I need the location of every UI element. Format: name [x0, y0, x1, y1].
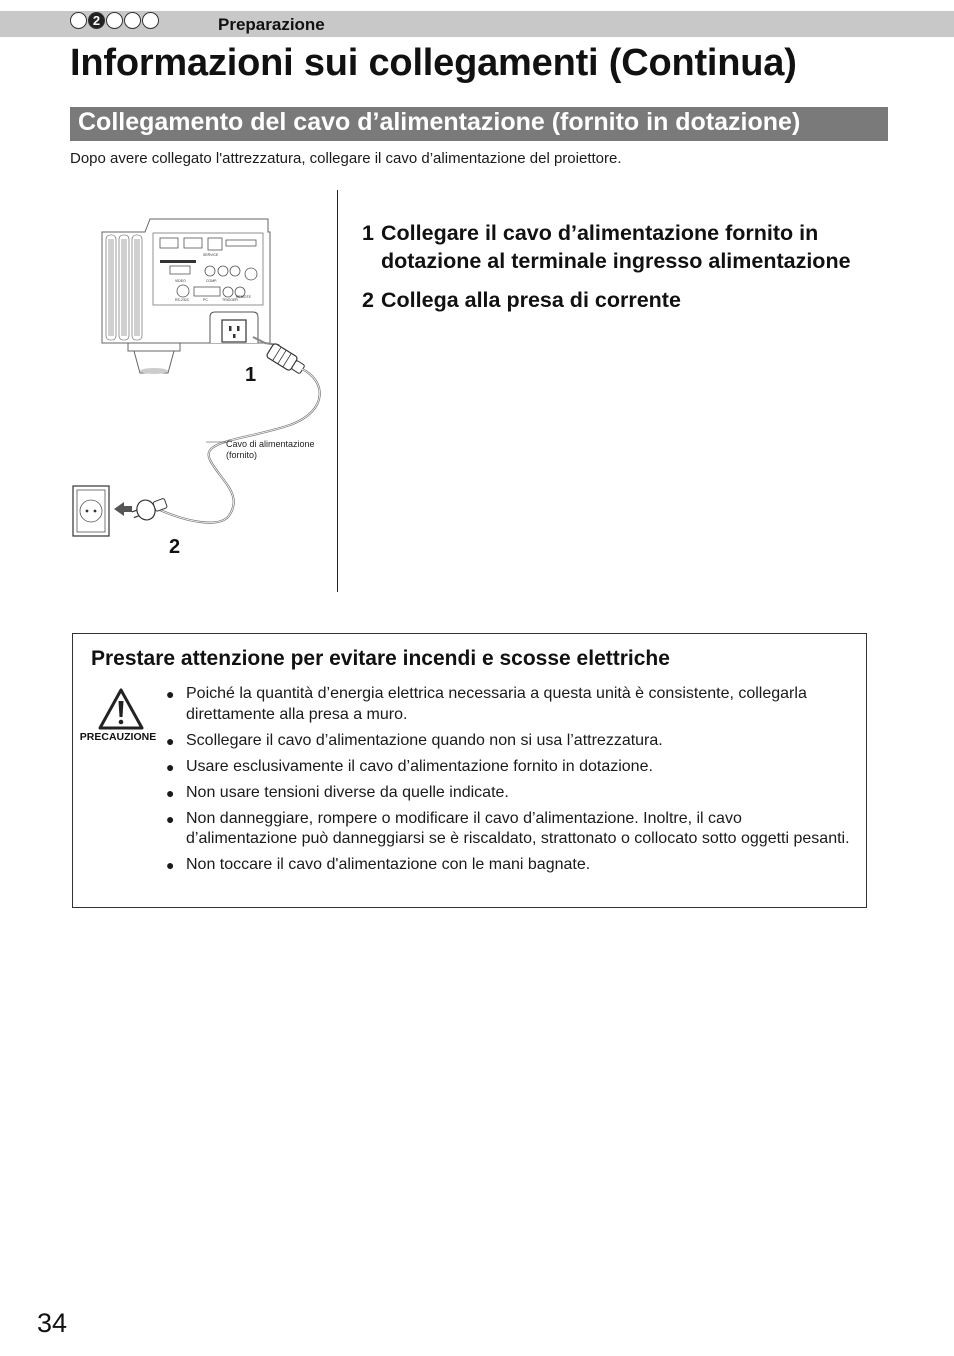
step-circle	[70, 12, 87, 29]
bullet-icon: ●	[166, 686, 175, 702]
column-divider	[337, 190, 338, 592]
caution-title: Prestare attenzione per evitare incendi e scosse elettriche	[91, 647, 670, 670]
power-inlet	[222, 320, 246, 342]
intro-text: Dopo avere collegato l'attrezzatura, collegare il cavo d’alimentazione del proiettore.	[70, 150, 622, 167]
step-circle	[124, 12, 141, 29]
page-number: 34	[37, 1308, 68, 1338]
step-circle	[106, 12, 123, 29]
caution-icon-label: PRECAUZIONE	[79, 731, 157, 743]
caution-text: Non usare tensioni diverse da quelle indicate.	[186, 783, 509, 801]
panel-label: SERVICE	[203, 253, 219, 257]
cable-label-sub: (fornito)	[226, 450, 258, 460]
caution-text: Usare esclusivamente il cavo d’alimentazione fornito in dotazione.	[186, 757, 653, 775]
cable-label: Cavo di alimentazione	[226, 439, 315, 449]
bullet-icon: ●	[166, 732, 175, 749]
panel-label: PC	[203, 298, 208, 302]
bullet-icon: ●	[166, 810, 175, 827]
projector-power-diagram	[70, 205, 335, 570]
bullet-icon: ●	[166, 758, 175, 775]
bullet-icon: ●	[166, 784, 175, 801]
panel-label: RS-232C	[175, 298, 190, 302]
bullet-icon: ●	[166, 857, 175, 873]
list-item	[166, 855, 856, 876]
panel-label: TRIGGER	[222, 298, 238, 302]
subtitle: Collegamento del cavo d’alimentazione (fornito in dotazione)	[78, 108, 801, 136]
panel-label: COMP.	[206, 279, 218, 283]
step-circle-active: 2	[88, 12, 105, 29]
caution-text: Poiché la quantità d’energia elettrica necessaria a questa unità è consistente, collegarla direttamente alla presa a muro.	[186, 685, 807, 723]
connection-illustration	[70, 205, 335, 570]
list-item	[166, 783, 856, 804]
panel-label: VIDEO	[175, 279, 186, 283]
caution-list	[166, 684, 856, 881]
list-item	[166, 684, 856, 725]
step-item	[362, 220, 882, 275]
caution-text: Non toccare il cavo d'alimentazione con le mani bagnate.	[186, 856, 591, 873]
step-number: 1	[362, 221, 374, 245]
step-circle	[142, 12, 159, 29]
list-item	[166, 757, 856, 778]
section-label: Preparazione	[218, 15, 325, 34]
warning-triangle-icon	[97, 687, 145, 731]
callout-1: 1	[245, 364, 257, 386]
step-text: Collega alla presa di corrente	[381, 288, 681, 312]
step-indicator	[70, 12, 159, 29]
instruction-steps	[362, 220, 882, 327]
step-text: Collegare il cavo d’alimentazione fornito in dotazione al terminale ingresso alimentazione	[381, 221, 851, 273]
page-title: Informazioni sui collegamenti (Continua)	[70, 42, 797, 84]
list-item	[166, 731, 856, 752]
caution-text: Non danneggiare, rompere o modificare il cavo d’alimentazione. Inoltre, il cavo d’alimentazione può danneggiarsi se è riscaldato, strattonato o collocato sotto oggetti pesanti.	[186, 809, 850, 847]
list-item	[166, 809, 856, 850]
callout-2: 2	[169, 536, 181, 558]
caution-box	[72, 633, 867, 908]
step-number: 2	[362, 288, 374, 312]
caution-text: Scollegare il cavo d’alimentazione quando non si usa l’attrezzatura.	[186, 731, 663, 749]
panel-label: REMOTE	[236, 295, 251, 299]
step-item	[362, 287, 882, 315]
